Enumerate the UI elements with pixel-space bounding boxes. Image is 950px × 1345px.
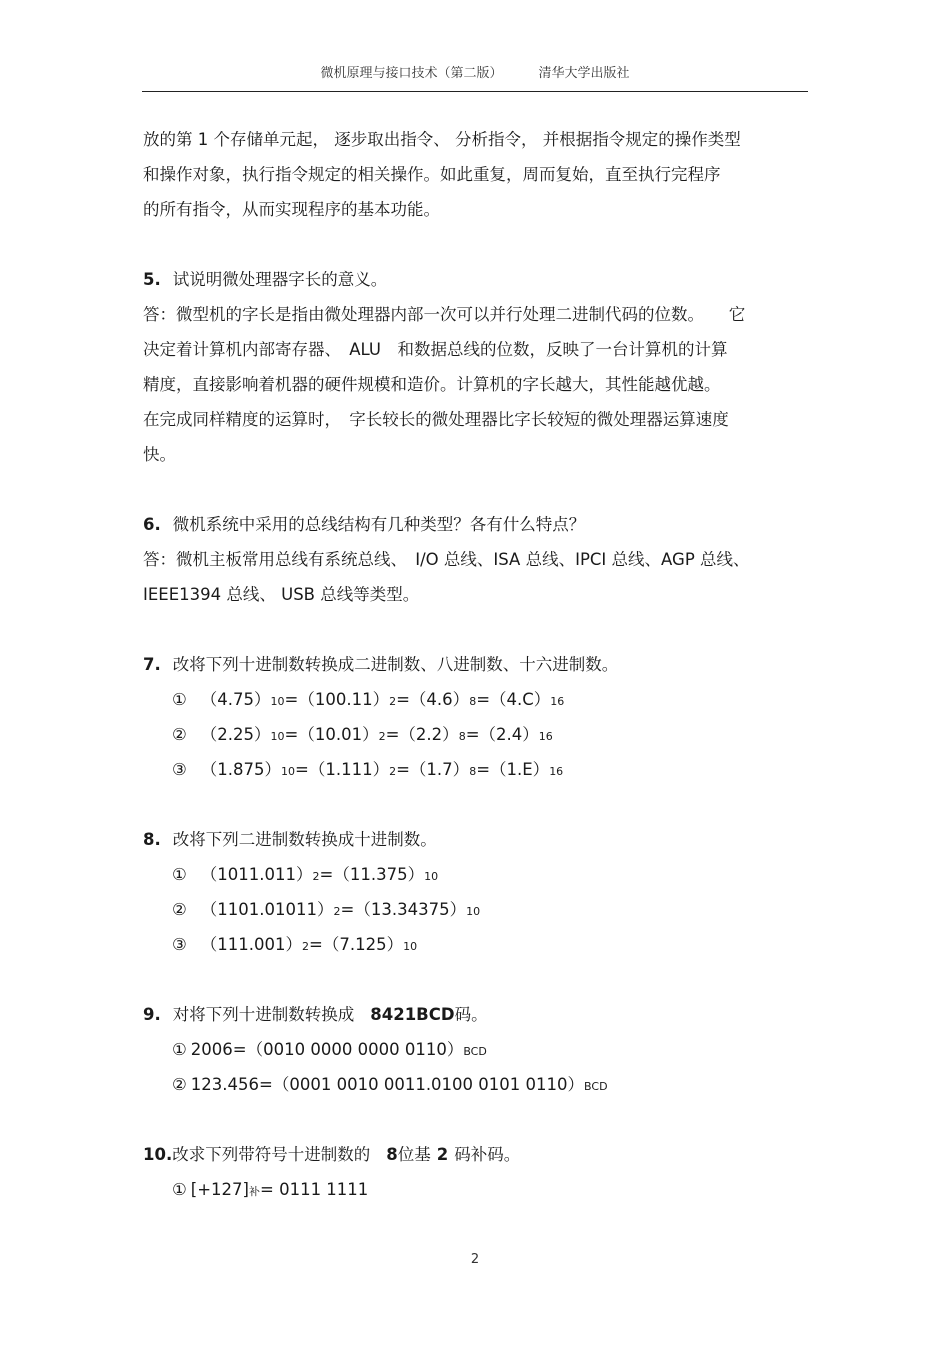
header-divider	[142, 91, 808, 92]
question-8	[143, 822, 813, 857]
publisher-name: 清华大学出版社	[538, 66, 630, 81]
list-item: ① [+127]补= 0111 1111	[172, 1180, 369, 1199]
intro-line: 的所有指令，从而实现程序的基本功能。	[143, 200, 440, 219]
question-number: 8.	[143, 830, 161, 849]
list-item: ① 2006=（0010 0000 0000 0110）BCD	[172, 1040, 487, 1059]
intro-line: 和操作对象，执行指令规定的相关操作。如此重复，周而复始，直至执行完程序	[143, 165, 721, 184]
answer-line: IEEE1394 总线、 USB 总线等类型。	[143, 585, 420, 604]
question-number: 7.	[143, 655, 161, 674]
answer-line: 答：微型机的字长是指由微处理器内部一次可以并行处理二进制代码的位数。 它	[143, 305, 746, 324]
question-7	[143, 647, 813, 682]
question-6	[143, 507, 813, 542]
list-item: ① （1011.011）2=（11.375）10	[172, 865, 439, 884]
page-number: 2	[470, 1252, 480, 1267]
list-item: ③ （1.875）10=（1.111）2=（1.7）8=（1.E）16	[172, 760, 564, 779]
question-number: 6.	[143, 515, 161, 534]
question-number: 10.	[143, 1145, 173, 1164]
question-number: 5.	[143, 270, 161, 289]
question-text: 试说明微处理器字长的意义。	[172, 270, 388, 289]
question-10: 10.改求下列带符号十进制数的 8位基 2 码补码。	[143, 1145, 521, 1164]
question-9: 9. 对将下列十进制数转换成 8421BCD码。	[143, 1005, 488, 1024]
book-title: 微机原理与接口技术（第二版）	[320, 66, 503, 81]
page-header	[142, 64, 808, 84]
question-number: 9.	[143, 1005, 161, 1024]
question-text: 改将下列十进制数转换成二进制数、八进制数、十六进制数。	[172, 655, 619, 674]
question-text: 微机系统中采用的总线结构有几种类型？各有什么特点？	[172, 515, 586, 534]
question-5	[143, 262, 813, 297]
answer-line: 在完成同样精度的运算时， 字长较长的微处理器比字长较短的微处理器运算速度	[143, 410, 729, 429]
list-item: ① （4.75）10=（100.11）2=（4.6）8=（4.C）16	[172, 690, 565, 709]
list-item: ② 123.456=（0001 0010 0011.0100 0101 0110）BCD	[172, 1075, 608, 1094]
list-item: ② （1101.01011）2=（13.34375）10	[172, 900, 481, 919]
list-item: ③ （111.001）2=（7.125）10	[172, 935, 418, 954]
page-body	[143, 122, 813, 1207]
answer-line: 答：微机主板常用总线有系统总线、 I/O 总线、ISA 总线、IPCI 总线、AGP 总线、	[143, 550, 750, 569]
answer-line: 精度，直接影响着机器的硬件规模和造价。计算机的字长越大，其性能越优越。	[143, 375, 721, 394]
intro-line: 放的第 1 个存储单元起， 逐步取出指令、 分析指令， 并根据指令规定的操作类型	[143, 130, 741, 149]
answer-line: 快。	[143, 445, 176, 464]
list-item: ② （2.25）10=（10.01）2=（2.2）8=（2.4）16	[172, 725, 553, 744]
question-text: 改将下列二进制数转换成十进制数。	[172, 830, 437, 849]
answer-line: 决定着计算机内部寄存器、 ALU 和数据总线的位数，反映了一台计算机的计算	[143, 340, 728, 359]
